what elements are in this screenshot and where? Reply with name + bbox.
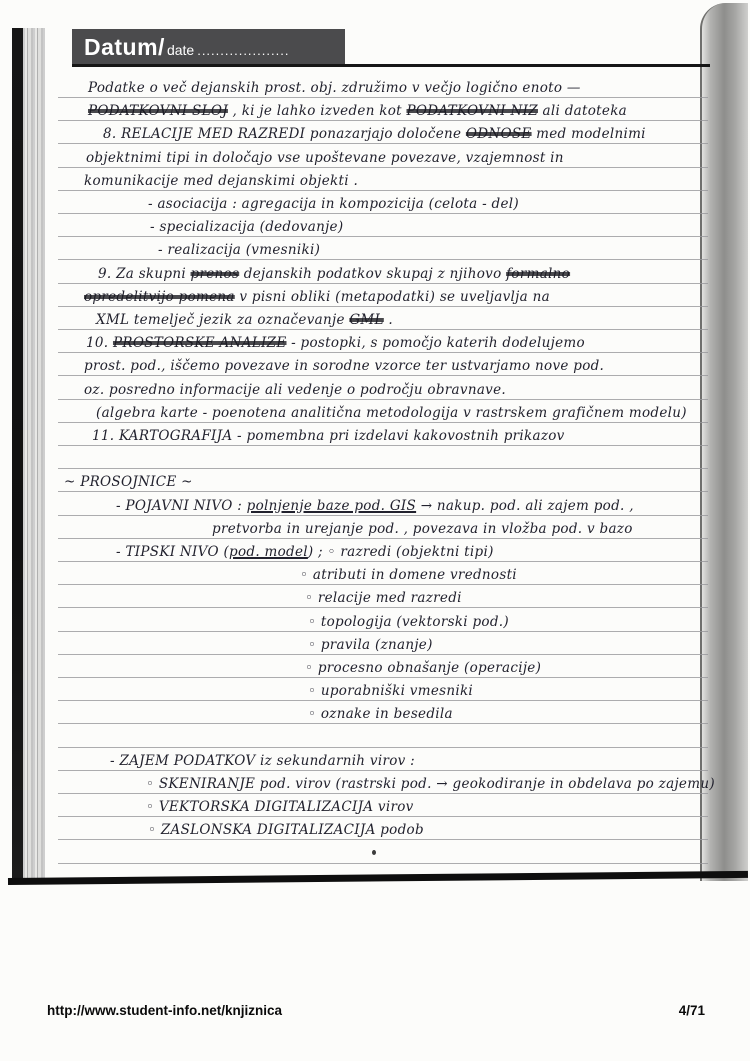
handwritten-text: ◦ topologija (vektorski pod.) (308, 613, 509, 630)
note-line (148, 194, 519, 214)
note-line (86, 148, 564, 168)
handwritten-text: ◦ oznake in besedila (308, 706, 453, 723)
handwritten-text: 11. KARTOGRAFIJA - pomembna pri izdelavi kakovostnih prikazov (92, 428, 565, 444)
note-line (88, 78, 581, 98)
note-line (103, 124, 646, 144)
handwritten-text: - asociacija : agregacija in kompozicija (celota - del) (148, 196, 519, 212)
note-line (116, 542, 494, 562)
struck-out-text: PROSTORSKE ANALIZE (112, 335, 287, 352)
handwritten-text: - POJAVNI NIVO : (116, 497, 247, 514)
handwritten-text: ~ PROSOJNICE ~ (64, 474, 193, 491)
ruled-line (58, 747, 708, 748)
handwritten-text: ali datoteka (537, 103, 628, 120)
note-line (116, 496, 634, 516)
underlined-text: pod. model (229, 544, 308, 560)
handwritten-text: 8. RELACIJE MED RAZREDI ponazarjajo določene (103, 126, 466, 143)
handwritten-text: → nakup. pod. ali zajem pod. , (416, 497, 634, 514)
ruled-line (58, 863, 708, 864)
note-line (308, 704, 453, 724)
handwritten-text: , ki je lahko izveden kot (227, 103, 407, 120)
handwritten-text: ◦ ZASLONSKA DIGITALIZACIJA podob (148, 822, 424, 839)
handwritten-text: 9. Za skupni (98, 265, 191, 282)
scan-edge-bottom-bar (8, 871, 748, 885)
note-line (146, 797, 414, 817)
handwritten-text: ◦ uporabniški vmesniki (308, 683, 474, 700)
handwritten-text: ◦ atributi in domene vrednosti (300, 567, 517, 584)
handwritten-text: ◦ relacije med razredi (305, 590, 462, 607)
handwritten-text: v pisni obliki (metapodatki) se uveljavlja na (234, 288, 550, 305)
handwritten-text: objektnimi tipi in določajo vse upoštevane povezave, vzajemnost in (86, 149, 564, 166)
handwritten-text: . (383, 312, 394, 328)
note-line (305, 588, 462, 608)
note-line (110, 751, 415, 771)
struck-out-text: formalno (506, 265, 571, 282)
handwritten-text: ◦ pravila (znanje) (308, 636, 433, 653)
handwritten-text: prost. pod., iščemo povezave in sorodne vzorce ter ustvarjamo nove pod. (84, 358, 605, 375)
handwritten-text: ◦ SKENIRANJE pod. virov (rastrski pod. → geokodiranje in obdelava po zajemu) (146, 776, 715, 792)
datum-header-box (72, 29, 345, 65)
note-line (88, 101, 627, 121)
footer-page-number: 4/71 (678, 1003, 705, 1018)
note-line (305, 658, 541, 678)
note-line (84, 287, 550, 307)
handwritten-text: XML temelječ jezik za označevanje (96, 312, 350, 328)
handwritten-text: (algebra karte - poenotena analitična metodologija v rastrskem grafičnem modelu) (96, 404, 687, 421)
scan-edge-left-streaks (23, 28, 45, 884)
handwritten-text: - realizacija (vmesniki) (158, 242, 321, 259)
handwritten-text: ) ; ◦ razredi (objektni tipi) (307, 544, 494, 560)
handwritten-text: pretvorba in urejanje pod. , povezava in vložba pod. v bazo (212, 520, 633, 537)
datum-label-sub: date (166, 42, 195, 58)
handwritten-text: - specializacija (dedovanje) (150, 219, 344, 236)
handwritten-text: dejanskih podatkov skupaj z njihovo (239, 265, 507, 282)
note-line (150, 217, 343, 237)
note-line (158, 240, 320, 260)
header-rule-line (72, 64, 710, 67)
note-line (308, 612, 509, 632)
note-line (86, 333, 585, 353)
ruled-line (58, 259, 708, 260)
handwritten-text: 10. (86, 335, 113, 352)
note-line (96, 310, 393, 330)
struck-out-text: ODNOSE (465, 126, 532, 143)
struck-out-text: opredelitvijo pomena (84, 288, 235, 305)
struck-out-text: PODATKOVNI SLOJ (88, 103, 228, 120)
datum-dotted-line: .................... (197, 43, 290, 58)
note-line (64, 472, 193, 492)
struck-out-text: PODATKOVNI NIZ (406, 103, 538, 120)
scan-edge-right-band (700, 3, 748, 881)
ink-dot (372, 850, 376, 855)
footer-url: http://www.student-info.net/knjiznica (47, 1003, 282, 1018)
handwritten-text: komunikacije med dejanskimi objekti . (84, 172, 359, 189)
note-line (148, 820, 424, 840)
note-line (146, 774, 715, 794)
handwritten-text: Podatke o več dejanskih prost. obj. združimo v večjo logično enoto — (88, 80, 581, 96)
handwritten-text: ◦ procesno obnašanje (operacije) (305, 660, 542, 676)
note-line (96, 403, 687, 423)
handwritten-text: med modelnimi (531, 126, 646, 143)
note-line (98, 264, 570, 284)
note-line (84, 380, 506, 400)
datum-label-main: Datum/ (84, 34, 165, 60)
note-line (92, 426, 565, 446)
note-line (300, 565, 517, 585)
struck-out-text: prenos (190, 265, 240, 282)
ruled-line (58, 468, 708, 469)
note-line (308, 635, 433, 655)
handwritten-text: oz. posredno informacije ali vedenje o področju obravnave. (84, 381, 506, 398)
underlined-text: polnjenje baze pod. GIS (246, 497, 417, 514)
scan-edge-left-black (12, 28, 23, 884)
note-line (308, 681, 473, 701)
handwritten-text: - postopki, s pomočjo katerih dodelujemo (286, 335, 585, 352)
note-line (212, 519, 633, 539)
struck-out-text: GML (349, 312, 384, 328)
handwritten-text: ◦ VEKTORSKA DIGITALIZACIJA virov (146, 799, 414, 816)
handwritten-text: - ZAJEM PODATKOV iz sekundarnih virov : (110, 752, 415, 769)
note-line (84, 356, 604, 376)
handwritten-text: - TIPSKI NIVO ( (116, 544, 230, 560)
note-line (84, 171, 358, 191)
